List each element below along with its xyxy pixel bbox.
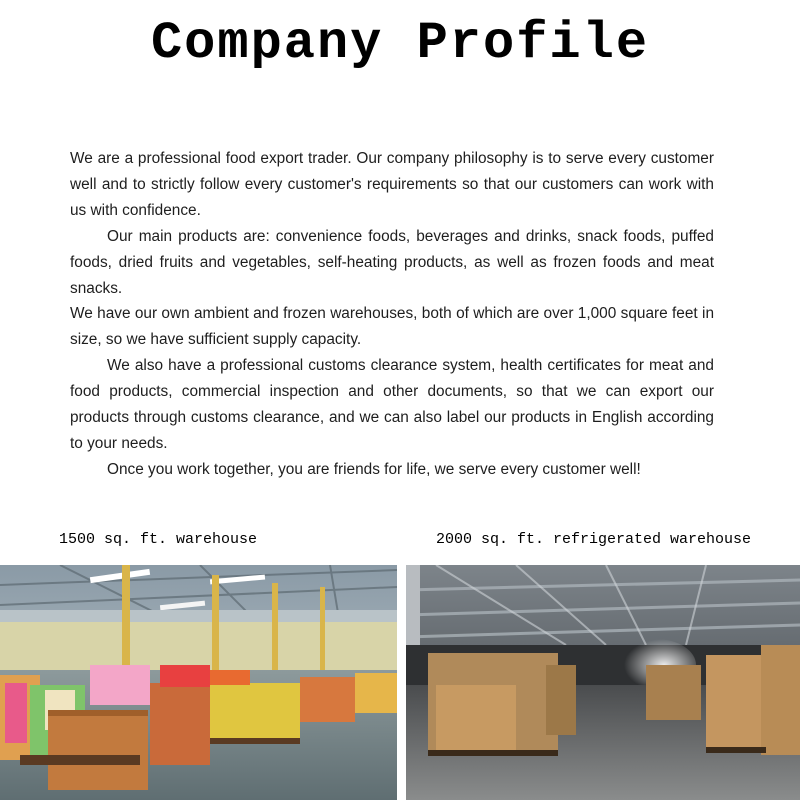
refrigerated-warehouse-caption: 2000 sq. ft. refrigerated warehouse — [436, 531, 752, 548]
warehouse-photo — [0, 565, 397, 800]
paragraph-products: Our main products are: convenience foods, beverages and drinks, snack foods, puffed foods, dried fruits and vegetables, self-heating products, as well as frozen foods and meat snacks. — [70, 227, 714, 297]
refrigerated-warehouse-photo — [406, 565, 800, 800]
paragraph-closing: Once you work together, you are friends for life, we serve every customer well! — [107, 460, 641, 478]
paragraph-warehouses: We have our own ambient and frozen warehouses, both of which are over 1,000 square feet in size, so we have sufficient supply capacity. — [70, 305, 714, 349]
paragraph-customs: We also have a professional customs clearance system, health certificates for meat and food products, commercial inspection and other documents, so that we can export our products through customs clearance, and we can also label our products in English according to your needs. — [70, 357, 714, 452]
warehouse-caption: 1500 sq. ft. warehouse — [59, 531, 258, 548]
company-description — [70, 146, 714, 483]
page-title: Company Profile — [150, 14, 650, 73]
paragraph-philosophy: We are a professional food export trader. Our company philosophy is to serve every customer well and to strictly follow every customer's requirements so that our customers can work with us with confidence. — [70, 150, 714, 219]
